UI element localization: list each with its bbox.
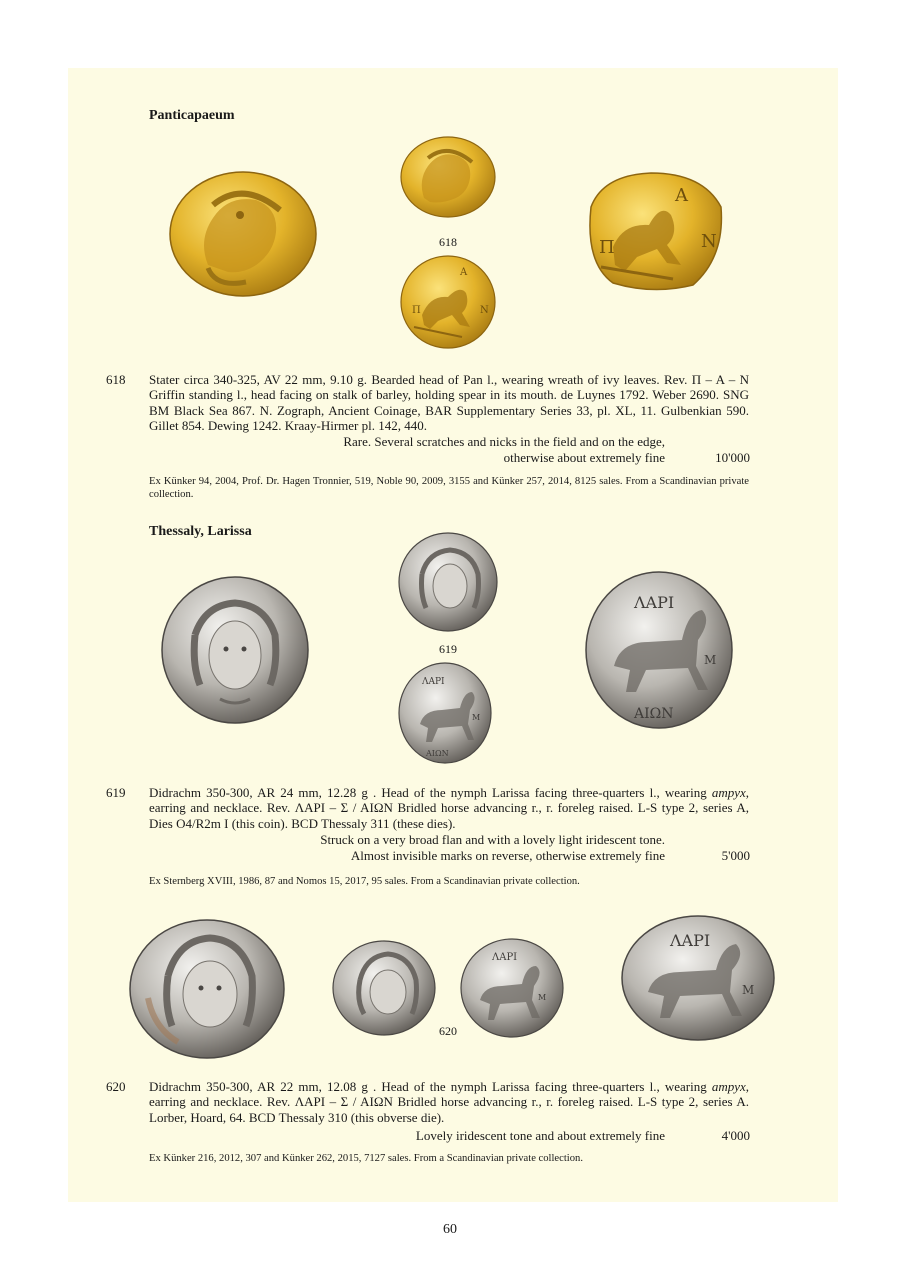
gold-coin-obverse-small: [400, 136, 496, 218]
inscription-lari: ΛΑΡΙ: [422, 677, 445, 687]
inscription-pi: Π: [412, 305, 421, 316]
gold-coin-obverse-large: [168, 170, 318, 298]
lot-estimate-price: 4'000: [721, 1128, 750, 1143]
lot-condition-line: otherwise about extremely fine: [503, 450, 665, 465]
coin-plate-label: 620: [439, 1024, 457, 1038]
lot-condition-line: Lovely iridescent tone and about extremely fine: [415, 1128, 665, 1143]
lot-provenance: Ex Sternberg XVIII, 1986, 87 and Nomos 15, 2017, 95 sales. From a Scandinavian private collection.: [149, 876, 580, 887]
section-heading: Thessaly, Larissa: [149, 524, 252, 539]
inscription-alpha: Α: [675, 185, 688, 206]
inscription-nu: Ν: [480, 305, 489, 316]
inscription-aion: ΑΙΩΝ: [634, 706, 674, 722]
silver-coin-obverse-small: [332, 940, 436, 1036]
inscription-lari: ΛΑΡΙ: [670, 931, 711, 950]
inscription-lari: ΛΑΡΙ: [634, 593, 675, 612]
silver-coin-obverse-large: [160, 575, 310, 725]
silver-coin-reverse-small: [398, 662, 492, 764]
inscription-alpha: Α: [460, 267, 468, 278]
lot-description: Didrachm 350-300, AR 24 mm, 12.28 g . Head of the nymph Larissa facing three-quarters l., wearing ampyx, earring and necklace. Rev. ΛΑΡΙ – Σ / ΑΙΩΝ Bridled horse advancing r., r. foreleg raised. L-S type 2, series A, Dies O4/R2m I (this coin). BCD Thessaly 311 (these dies).: [149, 785, 749, 831]
gold-coin-reverse-small: [400, 255, 496, 349]
lot-provenance: Ex Künker 216, 2012, 307 and Künker 262, 2015, 7127 sales. From a Scandinavian private collection.: [149, 1153, 583, 1164]
lot-description: Didrachm 350-300, AR 22 mm, 12.08 g . Head of the nymph Larissa facing three-quarters l., wearing ampyx, earring and necklace. Rev. ΛΑΡΙ – Σ / ΑΙΩΝ Bridled horse advancing r., r. foreleg raised. L-S type 2, series A. Lorber, Hoard, 64. BCD Thessaly 310 (this obverse die).: [149, 1079, 749, 1125]
silver-coin-obverse-small: [398, 532, 498, 632]
page-number: 60: [443, 1222, 457, 1237]
silver-coin-reverse-small: [460, 938, 564, 1038]
silver-coin-reverse-large: [620, 914, 776, 1042]
coin-plate-label: 619: [439, 642, 457, 656]
inscription-pi: Π: [599, 237, 615, 258]
lot-condition-line: Almost invisible marks on reverse, otherwise extremely fine: [350, 848, 665, 863]
lot-number: 618: [106, 372, 126, 387]
inscription-m: Μ: [472, 713, 481, 722]
gold-coin-reverse-large: [583, 167, 725, 293]
silver-coin-reverse-large: [584, 570, 734, 730]
lot-estimate-price: 10'000: [715, 450, 750, 465]
inscription-m: Μ: [538, 993, 547, 1002]
lot-number: 619: [106, 785, 126, 800]
lot-description: Stater circa 340-325, AV 22 mm, 9.10 g. Bearded head of Pan l., wearing wreath of ivy leaves. Rev. Π – Α – Ν Griffin standing l., head facing on stalk of barley, holding spear in its mouth. de Luynes 1792. Weber 2690. SNG BM Black Sea 867. N. Zograph, Ancient Coinage, BAR Supplementary Series 33, pl. XL, 11. Gulbenkian 590. Gillet 854. Dewing 1242. Kraay-Hirmer pl. 142, 440.: [149, 372, 749, 434]
inscription-m: Μ: [704, 653, 717, 667]
silver-coin-obverse-large: [128, 918, 286, 1060]
lot-estimate-price: 5'000: [721, 848, 750, 863]
lot-number: 620: [106, 1079, 126, 1094]
section-heading: Panticapaeum: [149, 108, 235, 123]
coin-plate-label: 618: [439, 235, 457, 249]
lot-condition-line: Rare. Several scratches and nicks in the field and on the edge,: [343, 434, 665, 449]
inscription-lari: ΛΑΡΙ: [492, 952, 518, 963]
inscription-aion: ΑΙΩΝ: [426, 749, 449, 758]
lot-condition-line: Struck on a very broad flan and with a lovely light iridescent tone.: [320, 832, 665, 847]
lot-provenance: Ex Künker 94, 2004, Prof. Dr. Hagen Tronnier, 519, Noble 90, 2009, 3155 and Künker 257, 2014, 8125 sales. From a Scandinavian private collection.: [149, 476, 749, 500]
inscription-m: Μ: [742, 983, 755, 997]
inscription-nu: Ν: [701, 231, 717, 252]
